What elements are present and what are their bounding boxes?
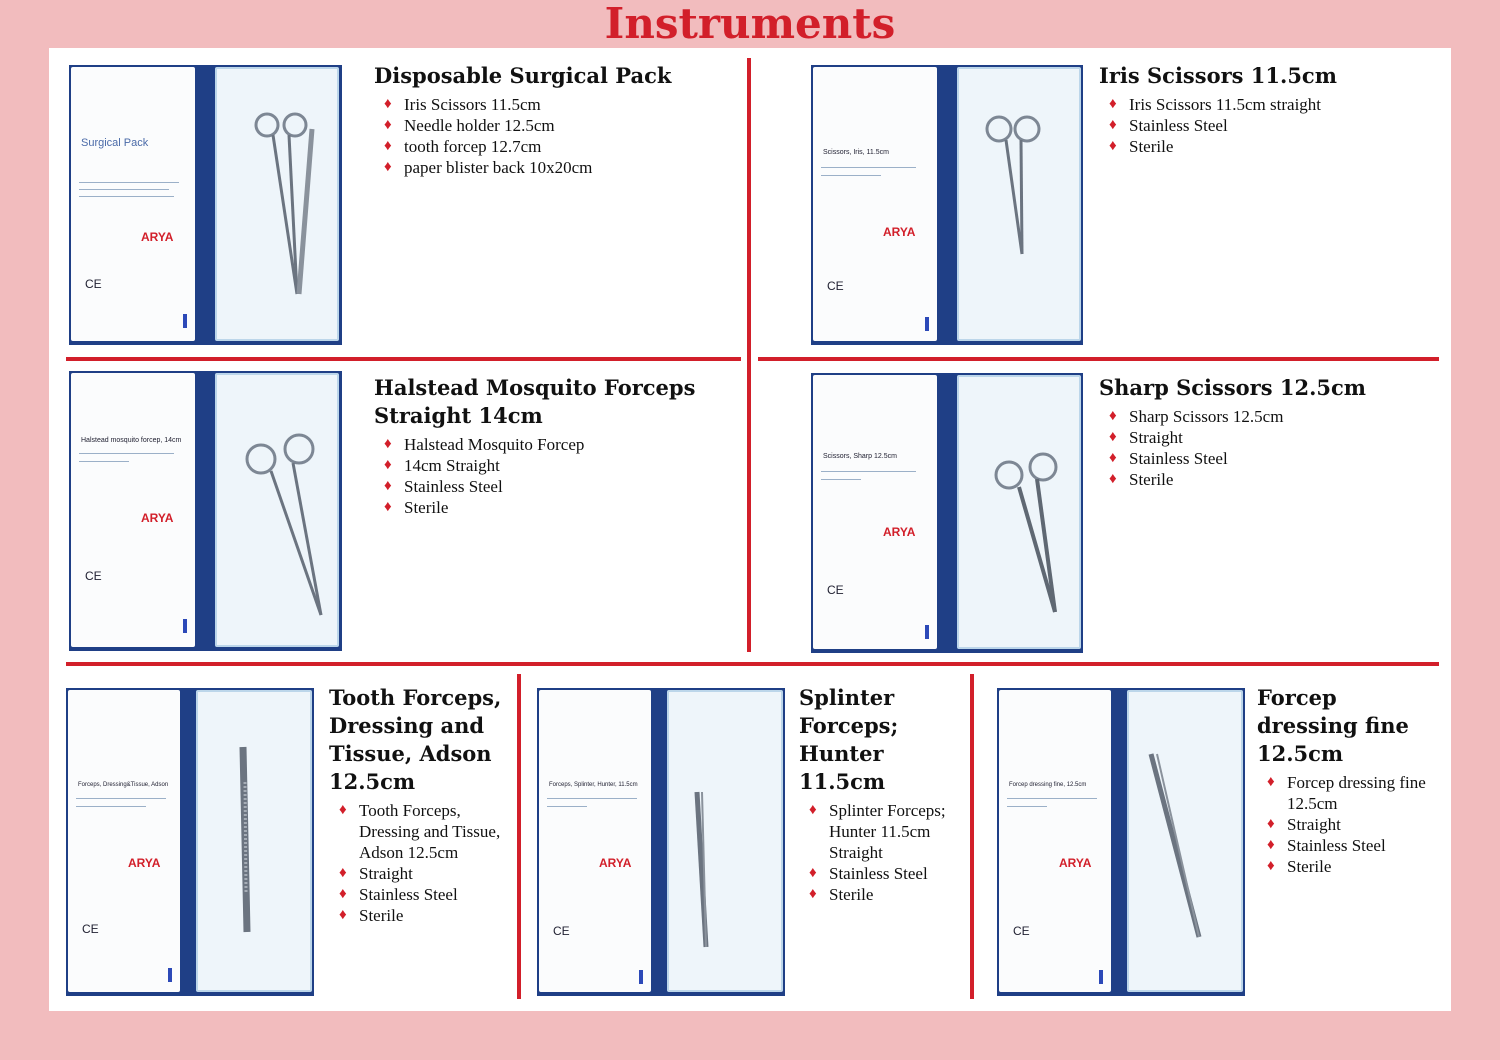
pouch-back <box>215 373 339 647</box>
list-item: ♦ Sterile <box>384 498 449 517</box>
pouch-front <box>999 690 1111 992</box>
diamond-bullet-icon: ♦ <box>1267 774 1275 790</box>
feature-list <box>1099 406 1429 490</box>
brand-logo: ARYA <box>883 225 916 239</box>
diamond-bullet-icon: ♦ <box>1109 408 1117 424</box>
pouch-tag <box>639 970 643 984</box>
feature-list <box>374 434 724 518</box>
pouch-back <box>957 67 1081 341</box>
diamond-bullet-icon: ♦ <box>339 802 347 818</box>
product-text <box>329 684 509 926</box>
pouch-back <box>957 375 1081 649</box>
list-item: ♦ Stainless Steel <box>809 864 928 883</box>
list-item: ♦ Stainless Steel <box>339 885 458 904</box>
ce-mark-icon: CE <box>827 279 844 293</box>
list-item: ♦ Sterile <box>1109 470 1174 489</box>
feature-list <box>1257 772 1442 877</box>
scissors-icon <box>959 69 1079 339</box>
page-title: Instruments <box>604 0 896 48</box>
diamond-bullet-icon: ♦ <box>1267 858 1275 874</box>
diamond-bullet-icon: ♦ <box>384 436 392 452</box>
list-item: ♦ Forcep dressing fine 12.5cm <box>1267 773 1426 813</box>
product-photo <box>997 688 1245 996</box>
product-title: Sharp Scissors 12.5cm <box>1099 375 1367 400</box>
pouch-label: Forceps, Splinter, Hunter, 11.5cm <box>549 782 638 788</box>
list-item: ♦ Sterile <box>339 906 404 925</box>
list-item: ♦ Stainless Steel <box>1109 116 1228 135</box>
list-item: ♦ Sterile <box>1109 137 1174 156</box>
pouch-front <box>71 67 195 341</box>
diamond-bullet-icon: ♦ <box>1109 96 1117 112</box>
tweezers-icon <box>1129 692 1241 990</box>
list-item: ♦ Iris Scissors 11.5cm <box>384 95 541 114</box>
diamond-bullet-icon: ♦ <box>339 907 347 923</box>
diamond-bullet-icon: ♦ <box>384 117 392 133</box>
ce-mark-icon: CE <box>553 924 570 938</box>
divider <box>747 58 751 652</box>
brand-logo: ARYA <box>141 230 174 244</box>
product-text <box>374 374 724 518</box>
forceps-icon <box>217 375 337 645</box>
catalog-panel <box>49 48 1451 1011</box>
pouch-back <box>667 690 783 992</box>
list-item: ♦ Splinter Forceps; Hunter 11.5cm Straight <box>809 801 946 862</box>
diamond-bullet-icon: ♦ <box>384 478 392 494</box>
tweezers-icon <box>198 692 310 990</box>
product-photo <box>69 65 342 345</box>
brand-logo: ARYA <box>141 511 174 525</box>
pouch-label: Scissors, Iris, 11.5cm <box>823 149 889 156</box>
diamond-bullet-icon: ♦ <box>1109 471 1117 487</box>
list-item: ♦ Sterile <box>1267 857 1332 876</box>
feature-list <box>1099 94 1429 157</box>
product-photo <box>66 688 314 996</box>
list-item: ♦ tooth forcep 12.7cm <box>384 137 542 156</box>
diamond-bullet-icon: ♦ <box>1109 117 1117 133</box>
divider <box>66 662 1439 666</box>
product-text <box>799 684 959 905</box>
divider <box>517 674 521 999</box>
feature-list <box>374 94 714 178</box>
diamond-bullet-icon: ♦ <box>1109 138 1117 154</box>
brand-logo: ARYA <box>128 856 161 870</box>
list-item: ♦ Iris Scissors 11.5cm straight <box>1109 95 1322 114</box>
product-text <box>374 62 714 178</box>
ce-mark-icon: CE <box>827 583 844 597</box>
feature-list <box>329 800 509 926</box>
pouch-front <box>813 67 937 341</box>
pouch-label: Scissors, Sharp 12.5cm <box>823 453 897 460</box>
product-photo <box>811 65 1083 345</box>
pouch-back <box>1127 690 1243 992</box>
divider <box>758 357 1439 361</box>
pouch-tag <box>183 314 187 328</box>
product-text <box>1099 374 1429 490</box>
pouch-tag <box>168 968 172 982</box>
pouch-tag <box>925 317 929 331</box>
diamond-bullet-icon: ♦ <box>1267 837 1275 853</box>
pouch-back <box>196 690 312 992</box>
product-title: Splinter Forceps; Hunter 11.5cm <box>799 685 899 794</box>
diamond-bullet-icon: ♦ <box>384 457 392 473</box>
diamond-bullet-icon: ♦ <box>1109 450 1117 466</box>
list-item: ♦ Straight <box>1267 815 1341 834</box>
diamond-bullet-icon: ♦ <box>1267 816 1275 832</box>
product-photo <box>537 688 785 996</box>
list-item: ♦ Stainless Steel <box>1109 449 1228 468</box>
diamond-bullet-icon: ♦ <box>384 138 392 154</box>
list-item: ♦ paper blister back 10x20cm <box>384 158 593 177</box>
list-item: ♦ Straight <box>1109 428 1183 447</box>
pouch-front <box>813 375 937 649</box>
list-item: ♦ Stainless Steel <box>1267 836 1386 855</box>
diamond-bullet-icon: ♦ <box>339 886 347 902</box>
product-title: Forcep dressing fine 12.5cm <box>1257 685 1409 766</box>
pouch-tag <box>925 625 929 639</box>
pouch-tag <box>183 619 187 633</box>
list-item: ♦ Sterile <box>809 885 874 904</box>
list-item: ♦ Stainless Steel <box>384 477 503 496</box>
pouch-label: Forceps, Dressing&Tissue, Adson <box>78 782 169 788</box>
brand-logo: ARYA <box>883 525 916 539</box>
pouch-front <box>68 690 180 992</box>
diamond-bullet-icon: ♦ <box>1109 429 1117 445</box>
brand-logo: ARYA <box>599 856 632 870</box>
divider <box>66 357 741 361</box>
pouch-tag <box>1099 970 1103 984</box>
tweezers-icon <box>669 692 781 990</box>
ce-mark-icon: CE <box>1013 924 1030 938</box>
product-text <box>1099 62 1429 157</box>
diamond-bullet-icon: ♦ <box>384 499 392 515</box>
product-title: Iris Scissors 11.5cm <box>1099 63 1337 88</box>
diamond-bullet-icon: ♦ <box>809 886 817 902</box>
ce-mark-icon: CE <box>85 277 102 291</box>
pouch-front <box>539 690 651 992</box>
list-item: ♦ Sharp Scissors 12.5cm <box>1109 407 1284 426</box>
diamond-bullet-icon: ♦ <box>809 802 817 818</box>
list-item: ♦ Needle holder 12.5cm <box>384 116 555 135</box>
divider <box>970 674 974 999</box>
pouch-back <box>215 67 339 341</box>
list-item: ♦ 14cm Straight <box>384 456 500 475</box>
list-item: ♦ Halstead Mosquito Forcep <box>384 435 585 454</box>
product-photo <box>811 373 1083 653</box>
product-title: Disposable Surgical Pack <box>374 63 672 88</box>
list-item: ♦ Tooth Forceps, Dressing and Tissue, Adson 12.5cm <box>339 801 501 862</box>
product-title: Halstead Mosquito Forceps Straight 14cm <box>374 375 696 428</box>
pouch-label: Surgical Pack <box>81 137 149 149</box>
ce-mark-icon: CE <box>85 569 102 583</box>
product-text <box>1257 684 1442 877</box>
diamond-bullet-icon: ♦ <box>384 96 392 112</box>
brand-logo: ARYA <box>1059 856 1092 870</box>
pouch-label: Halstead mosquito forcep, 14cm <box>81 437 182 444</box>
diamond-bullet-icon: ♦ <box>339 865 347 881</box>
pouch-front <box>71 373 195 647</box>
diamond-bullet-icon: ♦ <box>384 159 392 175</box>
feature-list <box>799 800 959 905</box>
product-photo <box>69 371 342 651</box>
scissors-icon <box>959 377 1079 647</box>
pouch-label: Forcep dressing fine, 12.5cm <box>1009 782 1087 788</box>
ce-mark-icon: CE <box>82 922 99 936</box>
product-title: Tooth Forceps, Dressing and Tissue, Adson 12.5cm <box>329 685 502 794</box>
instrument-set-icon <box>217 69 337 339</box>
diamond-bullet-icon: ♦ <box>809 865 817 881</box>
list-item: ♦ Straight <box>339 864 413 883</box>
